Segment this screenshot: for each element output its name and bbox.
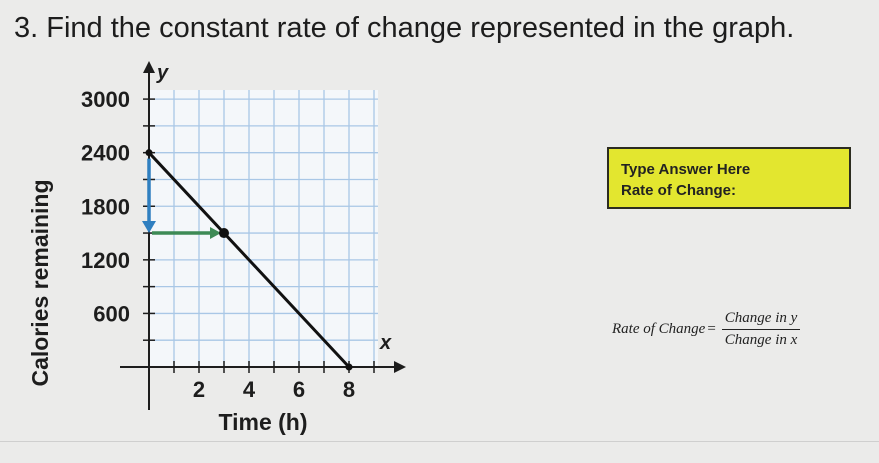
- y-tick-label: 1200: [81, 247, 130, 273]
- rate-of-change-graph: [0, 55, 470, 440]
- formula-fraction: [722, 310, 801, 349]
- data-endpoint: [146, 149, 153, 156]
- question-text: [14, 12, 794, 45]
- y-tick-label: 2400: [81, 140, 130, 166]
- y-axis-letter: y: [157, 62, 169, 84]
- x-tick-label: 6: [292, 377, 306, 402]
- divider: [0, 441, 879, 442]
- answer-prompt: Type Answer Here: [621, 161, 751, 178]
- y-axis-label: Calories remaining: [27, 179, 53, 387]
- x-tick-label: 4: [242, 377, 256, 402]
- chart-grid: [149, 90, 378, 367]
- y-tick-label: 1800: [81, 194, 130, 220]
- grid-background: [149, 90, 378, 367]
- rate-formula: [612, 310, 800, 349]
- x-axis-label: Time (h): [218, 409, 308, 435]
- question-number: 3.: [14, 12, 39, 44]
- highlight-point: [219, 228, 229, 238]
- y-tick-label: 3000: [81, 87, 130, 113]
- formula-denominator: Change in x: [724, 332, 798, 348]
- x-tick-label: 2: [192, 377, 206, 402]
- formula-numerator: Change in y: [722, 310, 801, 330]
- data-endpoint: [346, 364, 353, 371]
- x-axis-letter: x: [380, 332, 392, 354]
- y-tick-label: 600: [93, 301, 130, 327]
- question-prompt: Find the constant rate of change represented in the graph.: [46, 12, 795, 44]
- x-axis-arrowhead: [394, 361, 406, 373]
- x-tick-label: 8: [342, 377, 356, 402]
- y-axis-arrowhead: [143, 61, 155, 73]
- formula-lhs: Rate of Change: [612, 321, 706, 337]
- answer-input-box[interactable]: [607, 147, 851, 209]
- formula-equals: =: [707, 321, 716, 337]
- rate-of-change-label: Rate of Change:: [621, 182, 737, 199]
